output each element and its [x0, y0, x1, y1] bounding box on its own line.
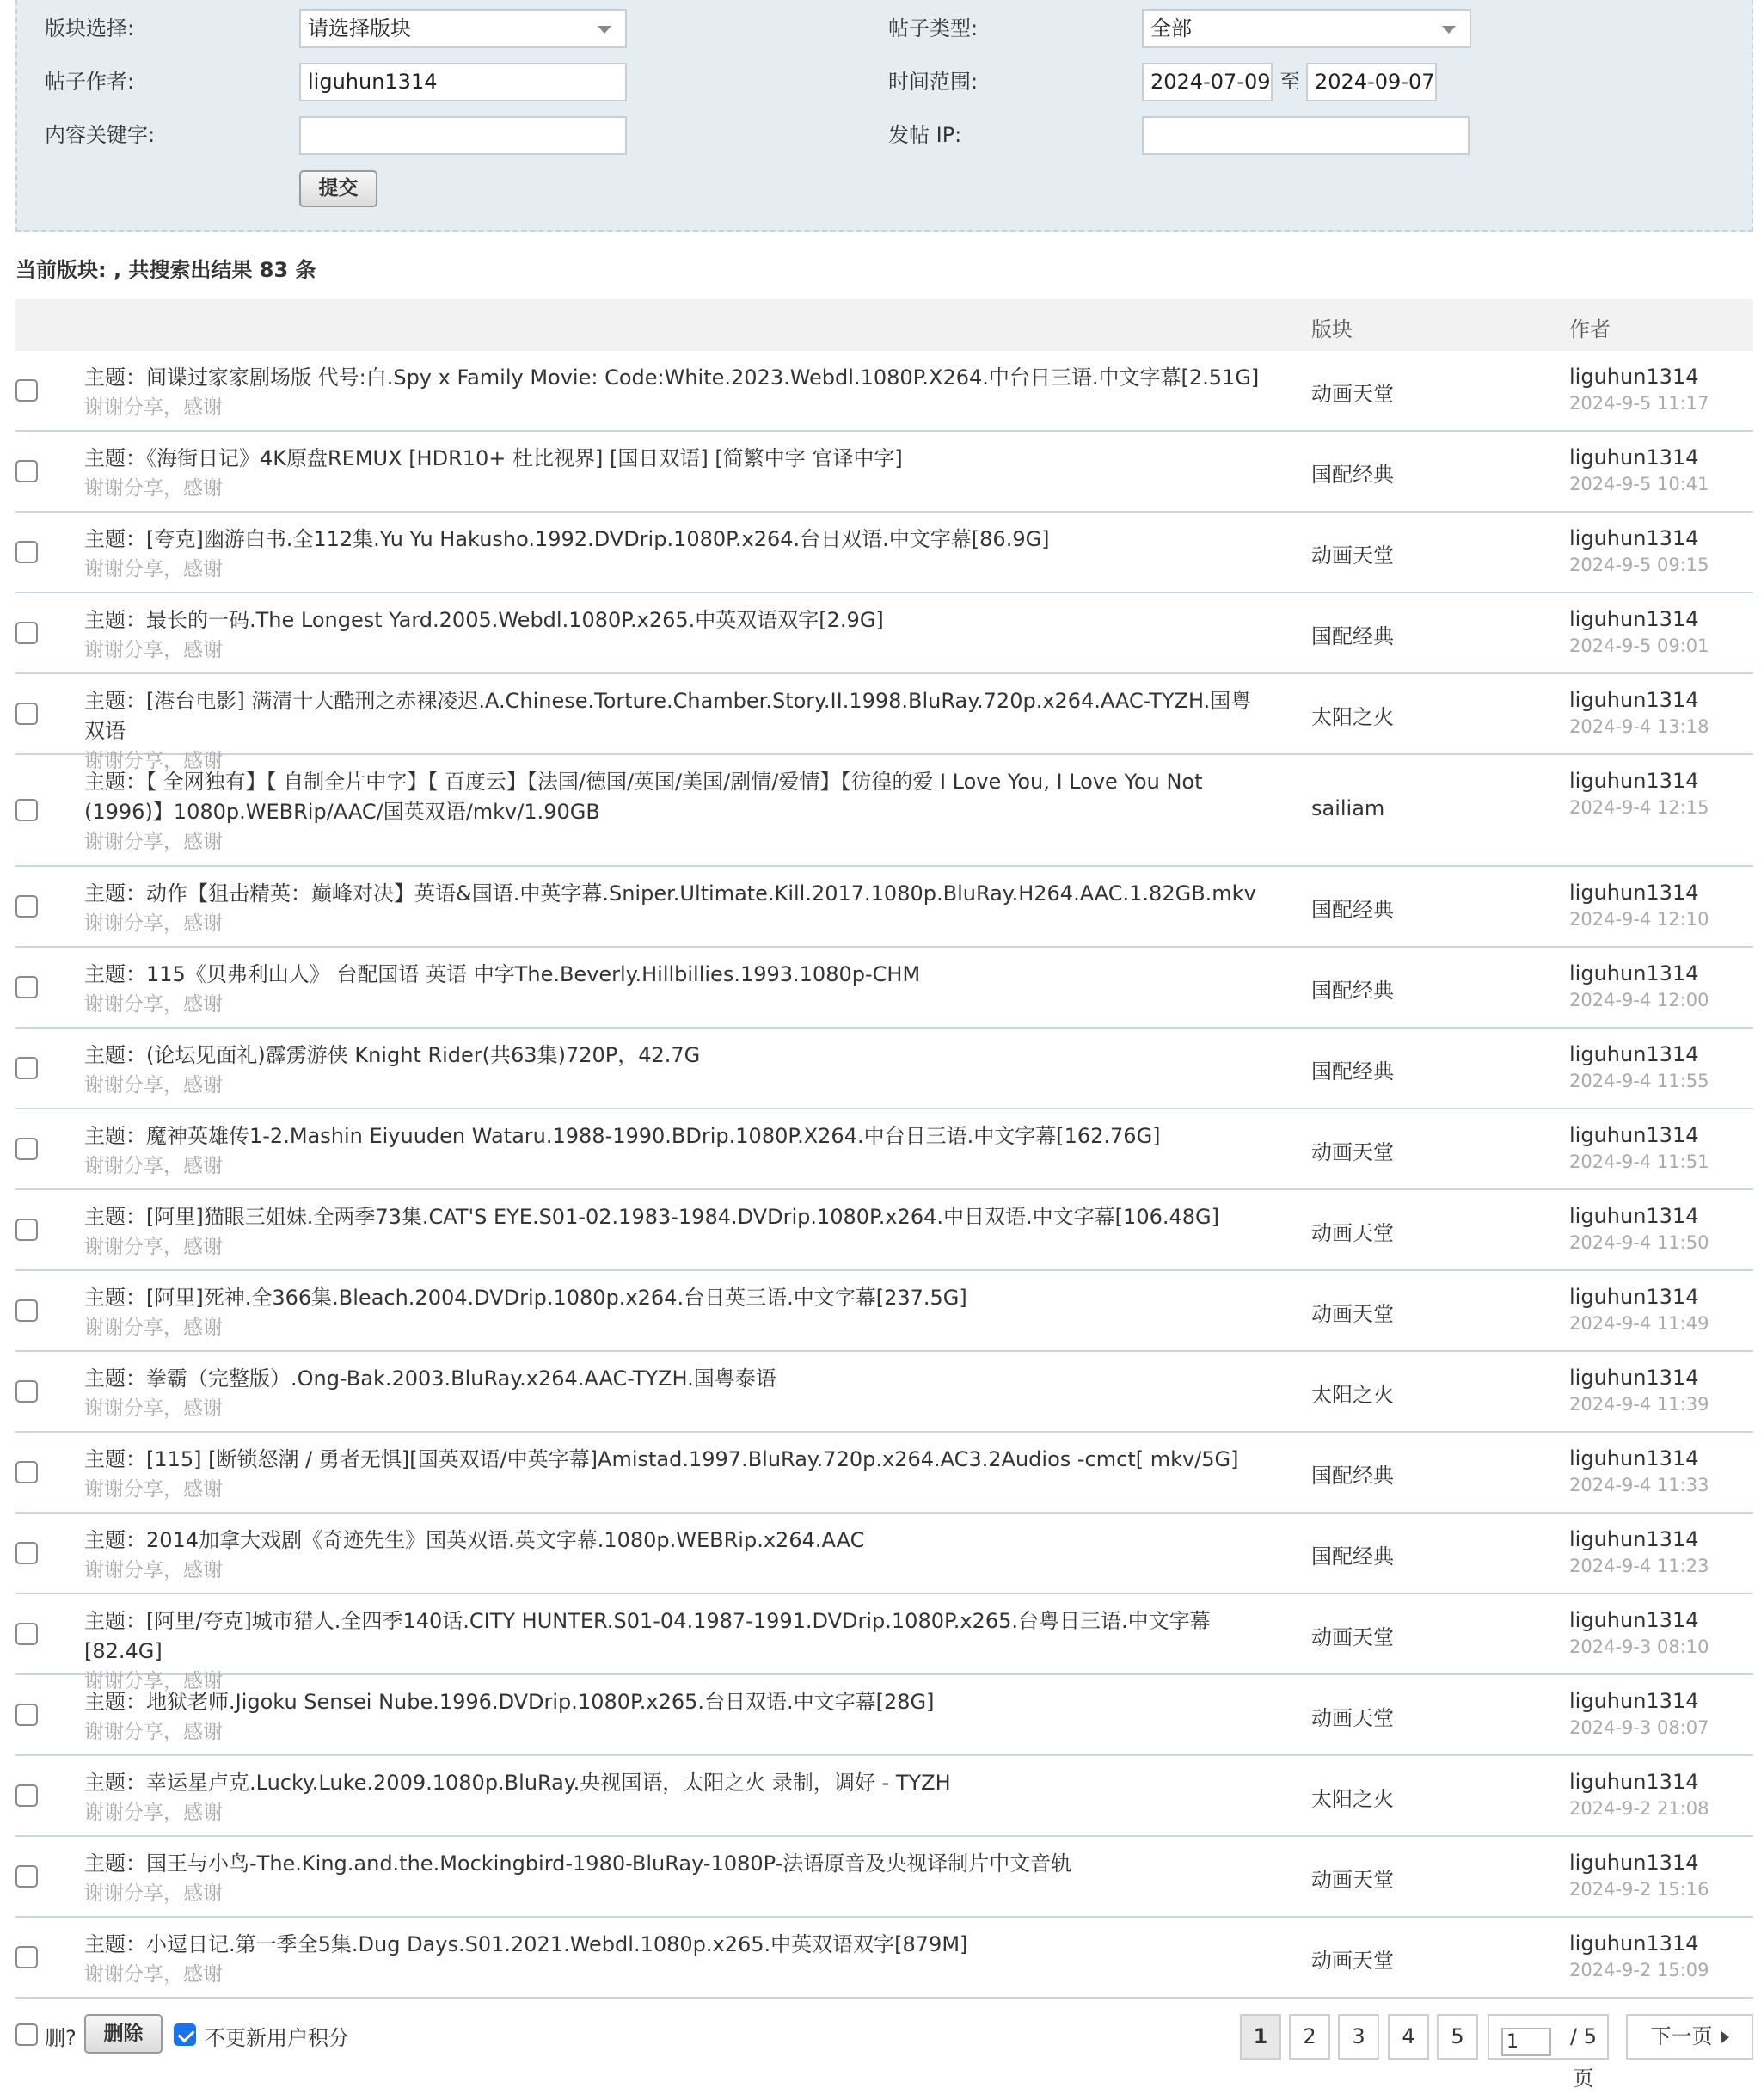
post-date: 2024-9-4 11:23 [1569, 1556, 1709, 1576]
author-name[interactable]: liguhun1314 [1569, 1042, 1699, 1066]
topic-cell [84, 767, 1271, 857]
ip-input[interactable] [1142, 116, 1470, 155]
forum-cell[interactable]: 国配经典 [1311, 624, 1394, 648]
topic-title[interactable]: 主题：[港台电影] 满清十大酷刑之赤裸凌迟.A.Chinese.Torture.Chamber.Story.II.1998.BluRay.720p.x264.AAC-TYZH.国粤双语 [84, 689, 1252, 743]
forum-cell[interactable]: 太阳之火 [1311, 1383, 1394, 1407]
author-cell [1569, 1283, 1709, 1336]
topic-cell [84, 1526, 1271, 1586]
author-cell [1569, 1041, 1709, 1094]
author-name[interactable]: liguhun1314 [1569, 445, 1699, 470]
forum-cell[interactable]: 太阳之火 [1311, 1787, 1394, 1811]
topic-reply-preview: 谢谢分享，感谢 [84, 1074, 223, 1096]
author-cell [1569, 960, 1709, 1013]
author-name[interactable]: liguhun1314 [1569, 961, 1699, 986]
topic-title[interactable]: 主题：[115] [断锁怒潮 / 勇者无惧][国英双语/中英字幕]Amistad.1997.BluRay.720p.x264.AC3.2Audios -cmct[ mkv/5G] [84, 1447, 1239, 1471]
topic-title[interactable]: 主题：[夸克]幽游白书.全112集.Yu Yu Hakusho.1992.DVDrip.1080P.x264.台日双语.中文字幕[86.9G] [84, 527, 1050, 551]
forum-cell[interactable]: 国配经典 [1311, 1059, 1394, 1084]
post-date: 2024-9-5 11:17 [1569, 393, 1709, 414]
forum-cell[interactable]: 动画天堂 [1311, 1221, 1394, 1245]
topic-cell [84, 1849, 1271, 1909]
author-name[interactable]: liguhun1314 [1569, 1608, 1699, 1632]
time-separator: 至 [1279, 70, 1300, 94]
table-footer [15, 2011, 1753, 2091]
topic-title[interactable]: 主题：动作【狙击精英：巅峰对决】英语&国语.中英字幕.Sniper.Ultimate.Kill.2017.1080p.BluRay.H264.AAC.1.82GB.mkv [84, 881, 1256, 906]
page-3-button[interactable]: 3 [1338, 2014, 1379, 2060]
result-summary: 当前版块: , 共搜索出结果 83 条 [15, 258, 316, 282]
topic-reply-preview: 谢谢分享，感谢 [84, 1721, 223, 1743]
forum-cell[interactable]: 动画天堂 [1311, 382, 1394, 406]
post-date: 2024-9-2 15:09 [1569, 1960, 1709, 1980]
post-date: 2024-9-4 11:33 [1569, 1475, 1709, 1495]
arrow-right-icon [1721, 2031, 1729, 2043]
page-4-button[interactable]: 4 [1388, 2014, 1429, 2060]
post-date: 2024-9-4 12:15 [1569, 797, 1709, 818]
forum-cell[interactable]: sailiam [1311, 796, 1385, 820]
page-input-box [1488, 2014, 1609, 2091]
topic-cell [84, 1041, 1271, 1101]
no-credit-checkbox[interactable] [174, 2023, 196, 2046]
row-checkbox[interactable] [15, 1542, 38, 1564]
forum-cell[interactable]: 国配经典 [1311, 1464, 1394, 1488]
post-date: 2024-9-2 21:08 [1569, 1798, 1709, 1819]
topic-title[interactable]: 主题：最长的一码.The Longest Yard.2005.Webdl.1080P.x265.中英双语双字[2.9G] [84, 608, 884, 632]
forum-select-value: 请选择版块 [308, 16, 411, 40]
author-cell [1569, 1606, 1709, 1660]
topic-cell [84, 1768, 1271, 1828]
table-header [15, 299, 1753, 351]
author-name[interactable]: liguhun1314 [1569, 1366, 1699, 1390]
topic-reply-preview: 谢谢分享，感谢 [84, 1397, 223, 1420]
author-name[interactable]: liguhun1314 [1569, 1123, 1699, 1147]
author-name[interactable]: liguhun1314 [1569, 1204, 1699, 1228]
post-date: 2024-9-4 11:51 [1569, 1151, 1709, 1172]
topic-title[interactable]: 主题：魔神英雄传1-2.Mashin Eiyuuden Wataru.1988-1990.BDrip.1080P.X264.中台日三语.中文字幕[162.76G] [84, 1124, 1161, 1148]
author-cell [1569, 1202, 1709, 1256]
topic-reply-preview: 谢谢分享，感谢 [84, 1882, 223, 1905]
author-input[interactable]: liguhun1314 [299, 63, 627, 101]
column-header-author: 作者 [1569, 317, 1611, 341]
forum-cell[interactable]: 动画天堂 [1311, 1949, 1394, 1973]
topic-title[interactable]: 主题：(论坛见面礼)霹雳游侠 Knight Rider(共63集)720P，42.7G [84, 1043, 701, 1067]
post-date: 2024-9-4 12:00 [1569, 990, 1709, 1010]
next-page-label: 下一页 [1650, 2024, 1713, 2048]
time-from-input[interactable]: 2024-07-09 [1142, 63, 1273, 101]
table-row [15, 1675, 1753, 1756]
topic-cell [84, 1202, 1271, 1262]
topic-title[interactable]: 主题：[阿里]死神.全366集.Bleach.2004.DVDrip.1080p.x264.台日英三语.中文字幕[237.5G] [84, 1286, 967, 1310]
row-checkbox[interactable] [15, 976, 38, 998]
topic-reply-preview: 谢谢分享，感谢 [84, 477, 223, 500]
topic-reply-preview: 谢谢分享，感谢 [84, 639, 223, 661]
topic-cell [84, 1283, 1271, 1343]
forum-cell[interactable]: 太阳之火 [1311, 705, 1394, 729]
author-label: 帖子作者: [45, 70, 135, 94]
topic-cell [84, 525, 1271, 585]
post-type-label: 帖子类型: [888, 16, 979, 40]
forum-cell[interactable]: 动画天堂 [1311, 1140, 1394, 1164]
author-cell [1569, 1930, 1709, 1983]
topic-reply-preview: 谢谢分享，感谢 [84, 750, 223, 772]
post-date: 2024-9-3 08:07 [1569, 1717, 1709, 1738]
post-date: 2024-9-5 09:15 [1569, 555, 1709, 575]
topic-title[interactable]: 主题：拳霸（完整版）.Ong-Bak.2003.BluRay.x264.AAC-TYZH.国粤泰语 [84, 1366, 776, 1391]
row-checkbox[interactable] [15, 379, 38, 402]
topic-title[interactable]: 主题：幸运星卢克.Lucky.Luke.2009.1080p.BluRay.央视国语，太阳之火 录制，调好 - TYZH [84, 1771, 951, 1795]
topic-reply-preview: 谢谢分享，感谢 [84, 1802, 223, 1824]
author-name[interactable]: liguhun1314 [1569, 881, 1699, 905]
author-name[interactable]: liguhun1314 [1569, 365, 1699, 389]
row-checkbox[interactable] [15, 1219, 38, 1241]
author-cell [1569, 1364, 1709, 1417]
table-row [15, 1918, 1753, 1999]
author-cell [1569, 1121, 1709, 1175]
author-cell [1569, 444, 1709, 497]
topic-title[interactable]: 主题：[阿里]猫眼三姐妹.全两季73集.CAT'S EYE.S01-02.1983-1984.DVDrip.1080P.x264.中日双语.中文字幕[106.48G] [84, 1205, 1219, 1229]
author-cell [1569, 767, 1709, 820]
author-name[interactable]: liguhun1314 [1569, 1851, 1699, 1875]
next-page-button[interactable] [1626, 2014, 1753, 2060]
post-date: 2024-9-5 09:01 [1569, 636, 1709, 656]
forum-cell[interactable]: 国配经典 [1311, 979, 1394, 1003]
table-row [15, 755, 1753, 867]
topic-title[interactable]: 主题：地狱老师.Jigoku Sensei Nube.1996.DVDrip.1080P.x265.台日双语.中文字幕[28G] [84, 1690, 935, 1714]
total-pages-label: / 5 页 [1570, 2024, 1597, 2091]
topic-reply-preview: 谢谢分享，感谢 [84, 1236, 223, 1258]
author-cell [1569, 1849, 1709, 1902]
row-checkbox[interactable] [15, 1704, 38, 1726]
topic-title[interactable]: 主题：间谍过家家剧场版 代号:白.Spy x Family Movie: Code:White.2023.Webdl.1080P.X264.中台日三语.中文字幕[2.51G] [84, 365, 1260, 390]
topic-title[interactable]: 主题：国王与小鸟-The.King.and.the.Mockingbird-1980-BluRay-1080P-法语原音及央视译制片中文音轨 [84, 1851, 1072, 1876]
chevron-down-icon [598, 26, 611, 34]
topic-cell [84, 1687, 1271, 1747]
author-name[interactable]: liguhun1314 [1569, 1446, 1699, 1471]
post-date: 2024-9-4 11:50 [1569, 1232, 1709, 1253]
author-cell [1569, 1445, 1709, 1498]
table-row [15, 1271, 1753, 1352]
author-cell [1569, 363, 1709, 416]
row-checkbox[interactable] [15, 895, 38, 918]
topic-title[interactable]: 主题：《海街日记》4K原盘REMUX [HDR10+ 杜比视界] [国日双语] [简繁中字 官译中字] [84, 446, 903, 470]
select-all-checkbox[interactable] [15, 2023, 38, 2046]
topic-title[interactable]: 主题：小逗日记.第一季全5集.Dug Days.S01.2021.Webdl.1080p.x265.中英双语双字[879M] [84, 1932, 968, 1956]
topic-title[interactable]: 主题：[阿里/夸克]城市猎人.全四季140话.CITY HUNTER.S01-04.1987-1991.DVDrip.1080P.x265.台粤日三语.中文字幕[82.4G] [84, 1609, 1211, 1663]
post-date: 2024-9-2 15:16 [1569, 1879, 1709, 1900]
ip-label: 发帖 IP: [888, 123, 962, 147]
topic-reply-preview: 谢谢分享，感谢 [84, 558, 223, 580]
topic-cell [84, 444, 1271, 504]
topic-reply-preview: 谢谢分享，感谢 [84, 1670, 223, 1692]
table-row [15, 948, 1753, 1029]
row-checkbox[interactable] [15, 1946, 38, 1968]
page-2-button[interactable]: 2 [1289, 2014, 1330, 2060]
author-name[interactable]: liguhun1314 [1569, 1770, 1699, 1794]
topic-reply-preview: 谢谢分享，感谢 [84, 1559, 223, 1581]
table-row [15, 513, 1753, 593]
forum-cell[interactable]: 动画天堂 [1311, 1625, 1394, 1649]
author-name[interactable]: liguhun1314 [1569, 1527, 1699, 1551]
author-cell [1569, 686, 1709, 740]
submit-button[interactable]: 提交 [299, 170, 377, 207]
row-checkbox[interactable] [15, 703, 38, 725]
post-date: 2024-9-4 12:10 [1569, 909, 1709, 930]
delete-button[interactable]: 删除 [84, 2014, 163, 2054]
author-name[interactable]: liguhun1314 [1569, 688, 1699, 712]
topic-cell [84, 605, 1271, 666]
post-date: 2024-9-4 11:49 [1569, 1313, 1709, 1334]
forum-cell[interactable]: 动画天堂 [1311, 1868, 1394, 1892]
table-row [15, 867, 1753, 948]
table-row [15, 1352, 1753, 1433]
author-name[interactable]: liguhun1314 [1569, 1689, 1699, 1713]
post-date: 2024-9-4 11:55 [1569, 1071, 1709, 1091]
row-checkbox[interactable] [15, 1623, 38, 1645]
author-cell [1569, 605, 1709, 659]
table-row [15, 1109, 1753, 1190]
row-checkbox[interactable] [15, 1057, 38, 1079]
row-checkbox[interactable] [15, 1461, 38, 1483]
row-checkbox[interactable] [15, 1380, 38, 1403]
table-row [15, 351, 1753, 432]
keyword-input[interactable] [299, 116, 627, 155]
topic-reply-preview: 谢谢分享，感谢 [84, 1963, 223, 1986]
author-cell [1569, 1687, 1709, 1741]
table-row [15, 1594, 1753, 1692]
time-to-input[interactable]: 2024-09-07 [1306, 63, 1437, 101]
topic-cell [84, 1121, 1271, 1182]
table-row [15, 1190, 1753, 1271]
table-row [15, 1837, 1753, 1918]
author-cell [1569, 1768, 1709, 1821]
post-date: 2024-9-4 13:18 [1569, 716, 1709, 737]
forum-cell[interactable]: 动画天堂 [1311, 1302, 1394, 1326]
topic-reply-preview: 谢谢分享，感谢 [84, 1317, 223, 1339]
page-number-input[interactable]: 1 [1501, 2028, 1551, 2056]
topic-cell [84, 1445, 1271, 1505]
table-row [15, 674, 1753, 772]
forum-cell[interactable]: 国配经典 [1311, 463, 1394, 487]
table-row [15, 1756, 1753, 1837]
time-range-label: 时间范围: [888, 70, 979, 94]
forum-cell[interactable]: 动画天堂 [1311, 543, 1394, 568]
delete-question-label: 删? [45, 2026, 77, 2050]
author-name[interactable]: liguhun1314 [1569, 769, 1699, 793]
table-row [15, 1433, 1753, 1514]
table-row [15, 1029, 1753, 1109]
page-1-button[interactable]: 1 [1240, 2014, 1281, 2060]
search-panel [15, 0, 1753, 232]
topic-title[interactable]: 主题：115《贝弗利山人》 台配国语 英语 中字The.Beverly.Hillbillies.1993.1080p-CHM [84, 962, 921, 986]
forum-cell[interactable]: 国配经典 [1311, 898, 1394, 922]
author-cell [1569, 1526, 1709, 1579]
row-checkbox[interactable] [15, 541, 38, 563]
chevron-down-icon [1442, 26, 1456, 34]
table-row [15, 432, 1753, 513]
topic-reply-preview: 谢谢分享，感谢 [84, 993, 223, 1016]
topic-title[interactable]: 主题：【 全网独有】【 自制全片中字】【 百度云】【法国/德国/英国/美国/剧情/爱情】【彷徨的爱 I Love You, I Love You Not (1996)】1080p.WEBRip/AAC/国英双语/mkv/1.90GB [84, 770, 1203, 824]
author-cell [1569, 879, 1709, 932]
topic-cell [84, 1930, 1271, 1990]
author-name[interactable]: liguhun1314 [1569, 1285, 1699, 1309]
table-row [15, 1514, 1753, 1594]
post-date: 2024-9-4 11:39 [1569, 1394, 1709, 1415]
topic-cell [84, 1364, 1271, 1424]
keyword-label: 内容关键字: [45, 123, 156, 147]
author-name[interactable]: liguhun1314 [1569, 607, 1699, 631]
author-name[interactable]: liguhun1314 [1569, 526, 1699, 550]
post-type-value: 全部 [1150, 16, 1192, 40]
forum-select-label: 版块选择: [45, 16, 135, 40]
row-checkbox[interactable] [15, 1784, 38, 1807]
author-cell [1569, 525, 1709, 578]
row-checkbox[interactable] [15, 1299, 38, 1322]
results-table [15, 299, 1753, 1999]
topic-reply-preview: 谢谢分享，感谢 [84, 1155, 223, 1177]
topic-title[interactable]: 主题：2014加拿大戏剧《奇迹先生》国英双语.英文字幕.1080p.WEBRip.x264.AAC [84, 1528, 865, 1552]
forum-select[interactable] [299, 9, 627, 48]
table-row [15, 593, 1753, 674]
post-date: 2024-9-5 10:41 [1569, 474, 1709, 494]
row-checkbox[interactable] [15, 1865, 38, 1888]
table-body [15, 351, 1753, 1999]
row-checkbox[interactable] [15, 622, 38, 644]
no-credit-label: 不更新用户积分 [205, 2026, 349, 2050]
row-checkbox[interactable] [15, 799, 38, 821]
topic-cell [84, 363, 1271, 423]
forum-cell[interactable]: 国配经典 [1311, 1544, 1394, 1569]
post-date: 2024-9-3 08:10 [1569, 1636, 1709, 1657]
row-checkbox[interactable] [15, 460, 38, 482]
page-5-button[interactable]: 5 [1437, 2014, 1478, 2060]
author-name[interactable]: liguhun1314 [1569, 1931, 1699, 1956]
topic-reply-preview: 谢谢分享，感谢 [84, 396, 223, 419]
topic-reply-preview: 谢谢分享，感谢 [84, 831, 223, 853]
topic-cell [84, 960, 1271, 1020]
column-header-forum: 版块 [1311, 317, 1353, 341]
topic-reply-preview: 谢谢分享，感谢 [84, 1478, 223, 1501]
row-checkbox[interactable] [15, 1138, 38, 1160]
topic-reply-preview: 谢谢分享，感谢 [84, 912, 223, 935]
topic-cell [84, 879, 1271, 939]
forum-cell[interactable]: 动画天堂 [1311, 1706, 1394, 1730]
post-type-select[interactable] [1142, 9, 1471, 48]
